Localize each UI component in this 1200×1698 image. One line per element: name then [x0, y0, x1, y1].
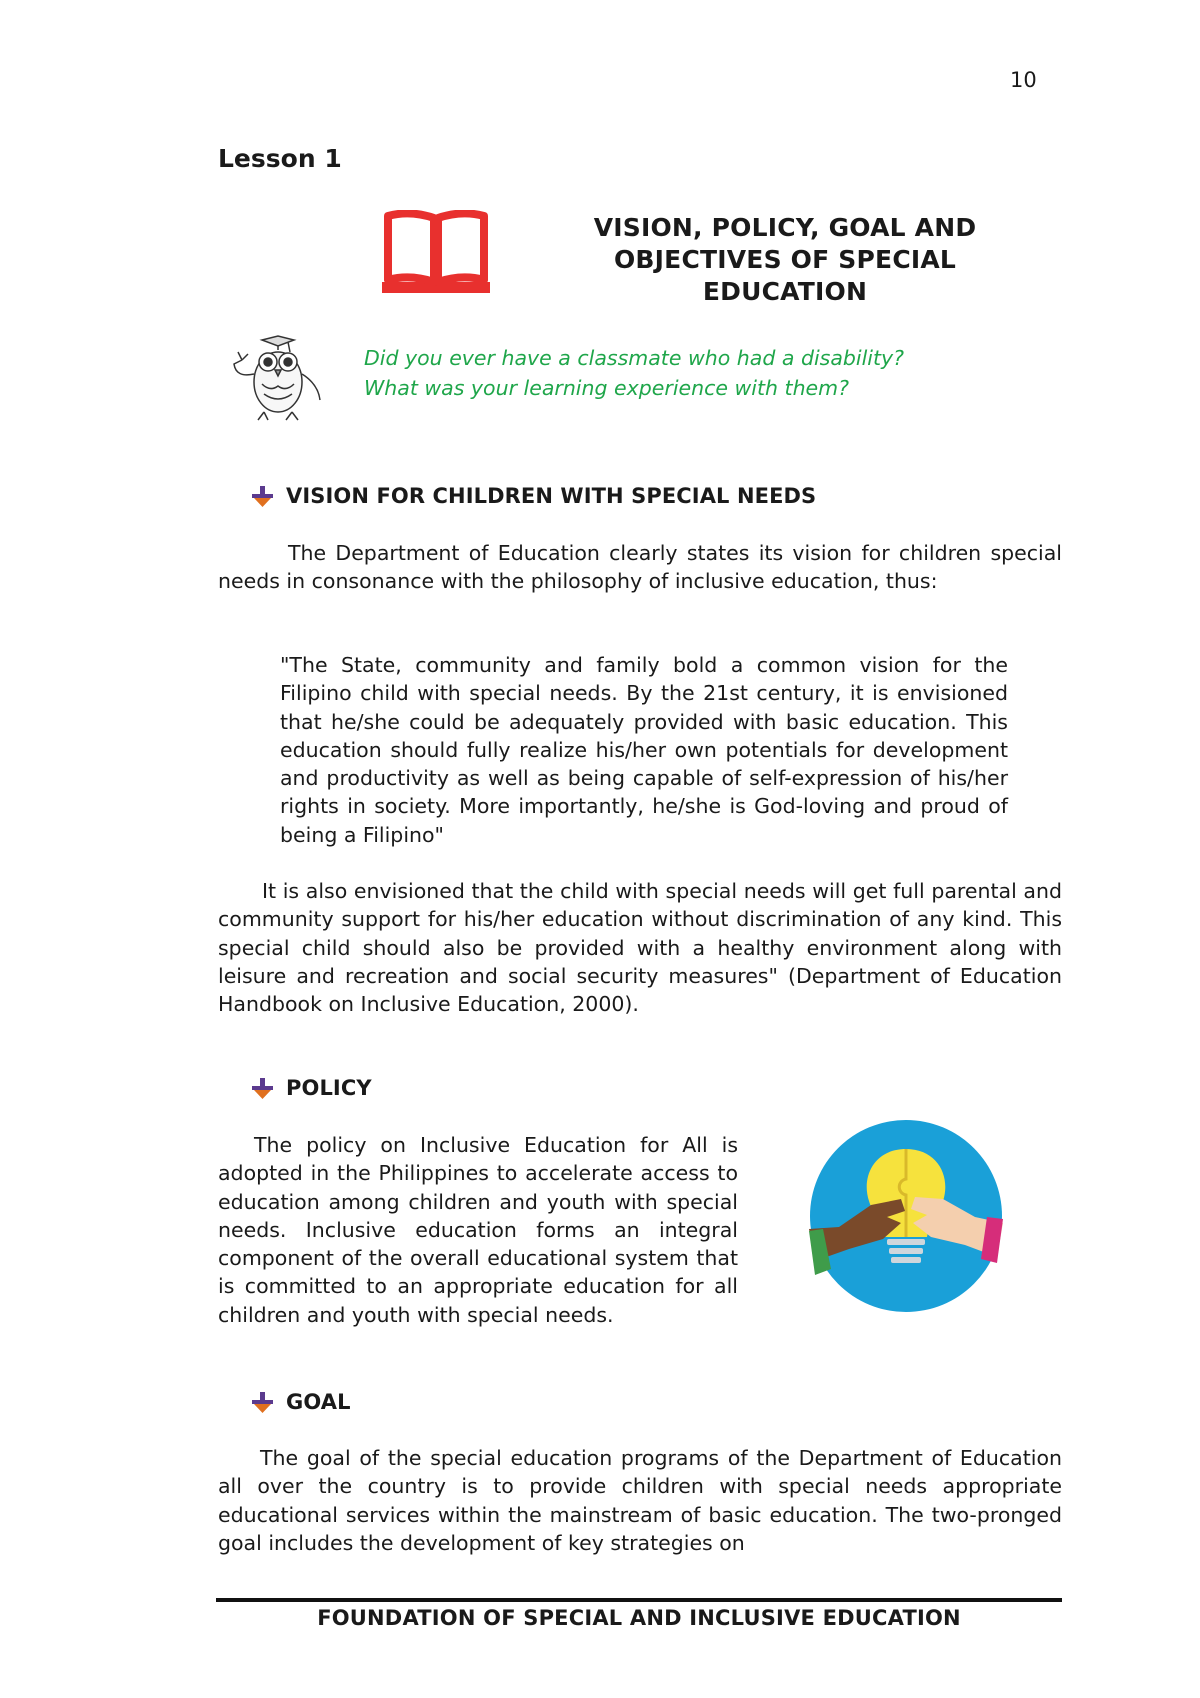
- title-line-3: EDUCATION: [702, 277, 868, 306]
- goal-heading-text: GOAL: [286, 1390, 351, 1414]
- title-line-1: VISION, POLICY, GOAL AND: [593, 213, 977, 242]
- lesson-title: [575, 212, 995, 308]
- page-number: 10: [1010, 68, 1037, 92]
- puzzle-lightbulb-illustration: [809, 1119, 1003, 1313]
- owl-teacher-icon: [228, 334, 324, 424]
- footer-rule: [216, 1598, 1062, 1602]
- title-line-2: OBJECTIVES OF SPECIAL: [613, 245, 957, 274]
- policy-heading-text: POLICY: [286, 1076, 372, 1100]
- lesson-label: Lesson 1: [218, 144, 342, 173]
- vision-heading-text: VISION FOR CHILDREN WITH SPECIAL NEEDS: [286, 484, 817, 508]
- goal-heading: [252, 1390, 351, 1414]
- footer-title: FOUNDATION OF SPECIAL AND INCLUSIVE EDUCATION: [317, 1606, 961, 1630]
- arrow-bullet-icon: [252, 1078, 274, 1100]
- policy-body-paragraph: The policy on Inclusive Education for All is adopted in the Philippines to accelerate access to education among children and youth with special needs. Inclusive education forms an integral component of the overall educational system that is committed to an appropriate education for all children and youth with special needs.: [218, 1133, 738, 1327]
- arrow-bullet-icon: [252, 486, 274, 508]
- prompt-line-1: Did you ever have a classmate who had a disability?: [364, 346, 905, 370]
- policy-heading: [252, 1076, 372, 1100]
- vision-intro-paragraph: The Department of Education clearly states its vision for children special needs in consonance with the philosophy of inclusive education, thus:: [218, 541, 1062, 594]
- vision-quote-paragraph: "The State, community and family bold a common vision for the Filipino child with special needs. By the 21st century, it is envisioned that he/she could be adequately provided with basic education. This education should fully realize his/her own potentials for development and productivity as well as being capable of self-expression of his/her rights in society. More importantly, he/she is God-loving and proud of being a Filipino": [280, 653, 1008, 847]
- arrow-bullet-icon: [252, 1392, 274, 1414]
- book-icon: [382, 210, 490, 294]
- reflection-prompt: [364, 343, 904, 403]
- prompt-line-2: What was your learning experience with them?: [364, 376, 850, 400]
- vision-body-paragraph: It is also envisioned that the child with special needs will get full parental and community support for his/her education without discrimination of any kind. This special child should also be provided with a healthy environment along with leisure and recreation and social security measures" (Department of Education Handbook on Inclusive Education, 2000).: [218, 879, 1062, 1017]
- vision-heading: [252, 484, 816, 508]
- goal-body-paragraph: The goal of the special education programs of the Department of Education all over the country is to provide children with special needs appropriate educational services within the mainstream of basic education. The two-pronged goal includes the development of key strategies on: [218, 1446, 1062, 1555]
